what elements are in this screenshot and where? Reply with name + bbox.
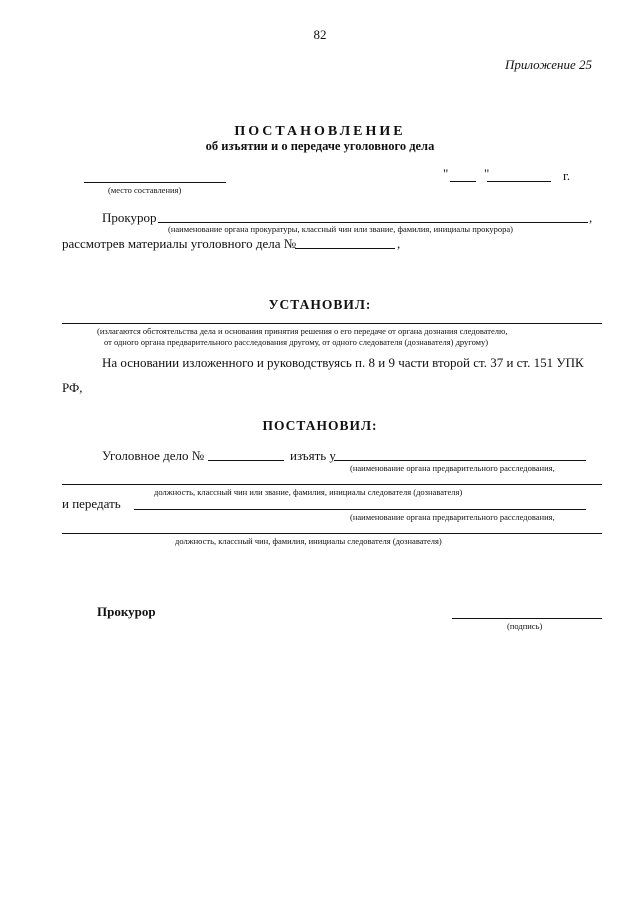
date-year-suffix: г. (563, 168, 571, 183)
case-number-field[interactable] (295, 248, 395, 249)
circumstances-hint-1: (излагаются обстоятельства дела и основания принятия решения о его передаче от органа дознания следователю, (97, 326, 508, 336)
prosecutor-comma: , (589, 210, 593, 225)
reviewed-comma: , (397, 236, 401, 251)
signature-field[interactable] (452, 618, 602, 619)
transfer-org-hint: (наименование органа предварительного расследования, (350, 512, 555, 522)
transfer-label: и передать (62, 496, 121, 511)
document-title: ПОСТАНОВЛЕНИЕ (234, 124, 406, 139)
place-hint: (место составления) (108, 185, 182, 195)
transfer-to-field[interactable] (134, 509, 586, 510)
resolved-case-number-field[interactable] (208, 460, 284, 461)
withdraw-position-hint: должность, классный чин или звание, фамилия, инициалы следователя (дознавателя) (154, 487, 463, 497)
date-quote-close: " (484, 166, 490, 181)
date-quote-open: " (443, 166, 449, 181)
page-number: 82 (313, 27, 327, 42)
prosecutor-label: Прокурор (102, 210, 157, 225)
date-day-field[interactable] (450, 181, 476, 182)
basis-text-line2: РФ, (62, 380, 83, 395)
withdraw-from-field-2[interactable] (62, 484, 602, 485)
signature-label: Прокурор (97, 604, 156, 619)
document-subtitle: об изъятии и о передаче уголовного дела (205, 139, 435, 153)
resolved-heading: ПОСТАНОВИЛ: (262, 418, 378, 433)
established-heading: УСТАНОВИЛ: (268, 297, 372, 312)
basis-text-line1: На основании изложенного и руководствуясь п. 8 и 9 части второй ст. 37 и ст. 151 УПК (102, 355, 584, 370)
transfer-to-field-2[interactable] (62, 533, 602, 534)
reviewed-text: рассмотрев материалы уголовного дела № (62, 236, 297, 251)
place-field[interactable] (84, 182, 226, 183)
date-month-field[interactable] (487, 181, 551, 182)
prosecutor-field[interactable] (158, 222, 588, 223)
circumstances-hint-2: от одного органа предварительного расследования другому, от одного следователя (дознавателя) другому) (104, 337, 489, 347)
prosecutor-hint: (наименование органа прокуратуры, классный чин или звание, фамилия, инициалы прокурора) (168, 224, 513, 234)
withdraw-from-field[interactable] (334, 460, 586, 461)
withdraw-org-hint: (наименование органа предварительного расследования, (350, 463, 555, 473)
case-label: Уголовное дело № (102, 448, 205, 463)
appendix-label: Приложение 25 (504, 57, 592, 72)
withdraw-label: изъять у (290, 448, 336, 463)
circumstances-field[interactable] (62, 323, 602, 324)
transfer-position-hint: должность, классный чин, фамилия, инициалы следователя (дознавателя) (175, 536, 442, 546)
signature-hint: (подпись) (507, 621, 543, 631)
